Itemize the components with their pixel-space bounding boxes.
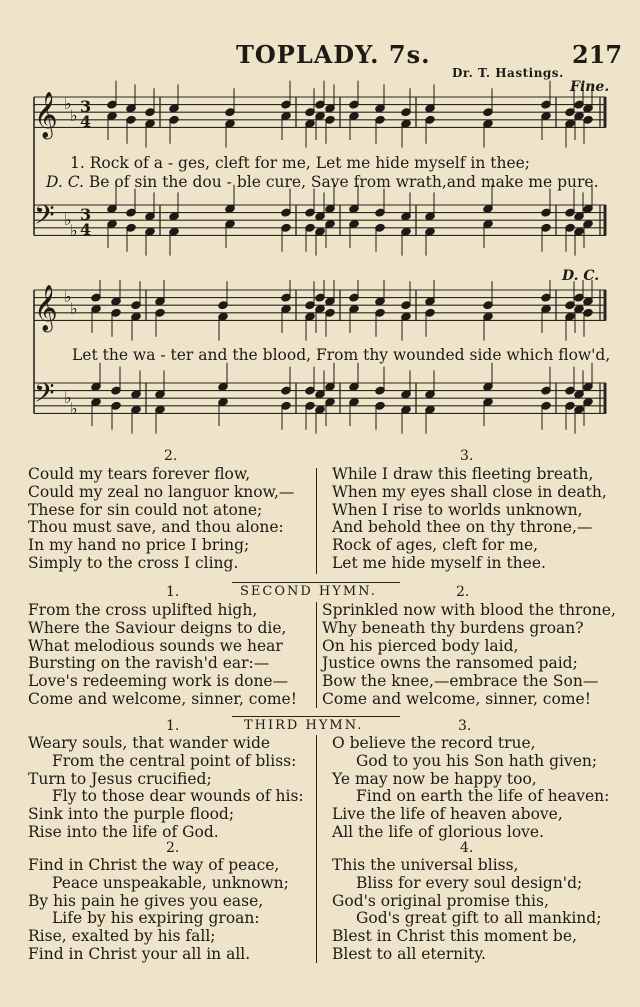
- bass-clef: 𝄢: [34, 199, 55, 237]
- treble-clef: 𝄞: [34, 285, 58, 331]
- verse-block: [332, 466, 607, 573]
- verse-line: Find on earth the life of heaven:: [356, 787, 610, 806]
- verse-line: Thou must save, and thou alone:: [28, 518, 284, 537]
- bass-clef: 𝄢: [34, 377, 55, 415]
- verse-number: 4.: [460, 840, 474, 856]
- verse-line: When my eyes shall close in death,: [332, 482, 607, 501]
- music-system-2: [0, 280, 640, 450]
- lyric-line-1: 1. Rock of a - ges, cleft for me, Let me hide myself in thee;: [70, 154, 531, 172]
- verse-line: These for sin could not atone;: [28, 500, 263, 519]
- column-divider: [316, 735, 317, 963]
- verse-line: Bursting on the ravish'd ear:—: [28, 654, 270, 673]
- verse-line: Turn to Jesus crucified;: [28, 769, 212, 788]
- verse-line: Peace unspeakable, unknown;: [52, 873, 289, 892]
- time-signature: 3: [80, 97, 92, 116]
- verse-line: Ye may now be happy too,: [332, 769, 537, 788]
- verse-line: Could my tears forever flow,: [28, 465, 251, 483]
- flat-sign: ♭: [64, 388, 72, 407]
- verse-number: 2.: [164, 448, 178, 464]
- verse-block: [322, 602, 616, 709]
- verse-line: Rock of ages, cleft for me,: [332, 536, 539, 555]
- verse-line: Come and welcome, sinner, come!: [322, 689, 591, 708]
- verse-number: 3.: [458, 718, 472, 734]
- verse-line: From the central point of bliss:: [52, 751, 297, 770]
- third-hymn-heading: THIRD HYMN.: [244, 718, 364, 733]
- page-number: 217: [572, 40, 623, 69]
- verse-line: Sprinkled now with blood the throne,: [322, 601, 616, 619]
- verse-number: 3.: [460, 448, 474, 464]
- dc-mark: D. C.: [562, 268, 600, 284]
- verse-line: God to you his Son hath given;: [356, 751, 598, 770]
- verse-line: Rise into the life of God.: [28, 822, 219, 841]
- verse-line: Why beneath thy burdens groan?: [322, 618, 584, 637]
- flat-sign: ♭: [70, 399, 78, 418]
- verse-line: God's great gift to all mankind;: [356, 909, 602, 928]
- verse-line: Rise, exalted by his fall;: [28, 927, 216, 946]
- verse-block: [332, 857, 601, 964]
- verse-block: [332, 735, 609, 842]
- verse-line: Sink into the purple flood;: [28, 805, 235, 824]
- verse-line: Simply to the cross I cling.: [28, 553, 239, 572]
- verse-line: Live the life of heaven above,: [332, 805, 563, 824]
- flat-sign: ♭: [70, 299, 78, 318]
- verse-number: 1.: [166, 584, 180, 600]
- dc-lyric: Be of sin the dou - ble cure, Save from wrath,and make me pure.: [83, 173, 599, 191]
- verse-line: Find in Christ your all in all.: [28, 944, 251, 963]
- verse-line: Love's redeeming work is done—: [28, 672, 289, 691]
- verse-line: From the cross uplifted high,: [28, 601, 258, 619]
- column-divider: [316, 468, 317, 574]
- verse-line: What melodious sounds we hear: [28, 636, 283, 655]
- section-rule: [232, 716, 400, 717]
- verse-line: Blest in Christ this moment be,: [332, 927, 577, 946]
- flat-sign: ♭: [64, 94, 72, 113]
- verse-line: Could my zeal no languor know,—: [28, 482, 295, 501]
- verse-line: O believe the record true,: [332, 734, 536, 752]
- verse-line: God's original promise this,: [332, 891, 549, 910]
- verse-block: [28, 602, 297, 709]
- section-rule: [232, 582, 400, 583]
- verse-line: Let me hide myself in thee.: [332, 553, 546, 572]
- hymn-title: TOPLADY. 7s.: [236, 40, 431, 69]
- verse-line: By his pain he gives you ease,: [28, 891, 264, 910]
- second-hymn-heading: SECOND HYMN.: [240, 584, 377, 599]
- verse-number: 2.: [456, 584, 470, 600]
- verse-line: While I draw this fleeting breath,: [332, 465, 594, 483]
- verse-line: Life by his expiring groan:: [52, 909, 260, 928]
- verse-line: And behold thee on thy throne,—: [332, 518, 593, 537]
- verse-line: This the universal bliss,: [332, 856, 519, 874]
- verse-line: In my hand no price I bring;: [28, 536, 250, 555]
- flat-sign: ♭: [70, 106, 78, 125]
- flat-sign: ♭: [64, 287, 72, 306]
- treble-clef: 𝄞: [34, 92, 58, 138]
- verse-line: Weary souls, that wander wide: [28, 734, 271, 752]
- verse-line: Blest to all eternity.: [332, 944, 486, 963]
- verse-line: Where the Saviour deigns to die,: [28, 618, 287, 637]
- verse-line: Bow the knee,—embrace the Son—: [322, 672, 599, 691]
- music-system-1: [0, 0, 640, 290]
- verse-line: All the life of glorious love.: [332, 822, 545, 841]
- flat-sign: ♭: [70, 221, 78, 240]
- verse-line: Justice owns the ransomed paid;: [322, 654, 578, 673]
- flat-sign: ♭: [64, 210, 72, 229]
- time-signature: 4: [80, 220, 92, 239]
- verse-line: Bliss for every soul design'd;: [356, 873, 583, 892]
- verse-line: When I rise to worlds unknown,: [332, 500, 583, 519]
- lyric-line-1-dc: [46, 173, 599, 191]
- verse-line: Fly to those dear wounds of his:: [52, 787, 304, 806]
- fine-mark: Fine.: [570, 79, 610, 95]
- column-divider: [316, 602, 317, 708]
- verse-line: Find in Christ the way of peace,: [28, 856, 280, 874]
- time-signature: 4: [80, 112, 92, 131]
- composer-credit: Dr. T. Hastings.: [452, 66, 564, 80]
- dc-label: D. C.: [46, 173, 84, 191]
- verse-block: [28, 735, 304, 842]
- verse-block: [28, 857, 289, 964]
- verse-number: 2.: [166, 840, 180, 856]
- time-signature: 3: [80, 205, 92, 224]
- verse-line: On his pierced body laid,: [322, 636, 519, 655]
- lyric-line-2: Let the wa - ter and the blood, From thy wounded side which flow'd,: [72, 346, 611, 364]
- verse-block: [28, 466, 294, 573]
- verse-number: 1.: [166, 718, 180, 734]
- verse-line: Come and welcome, sinner, come!: [28, 689, 297, 708]
